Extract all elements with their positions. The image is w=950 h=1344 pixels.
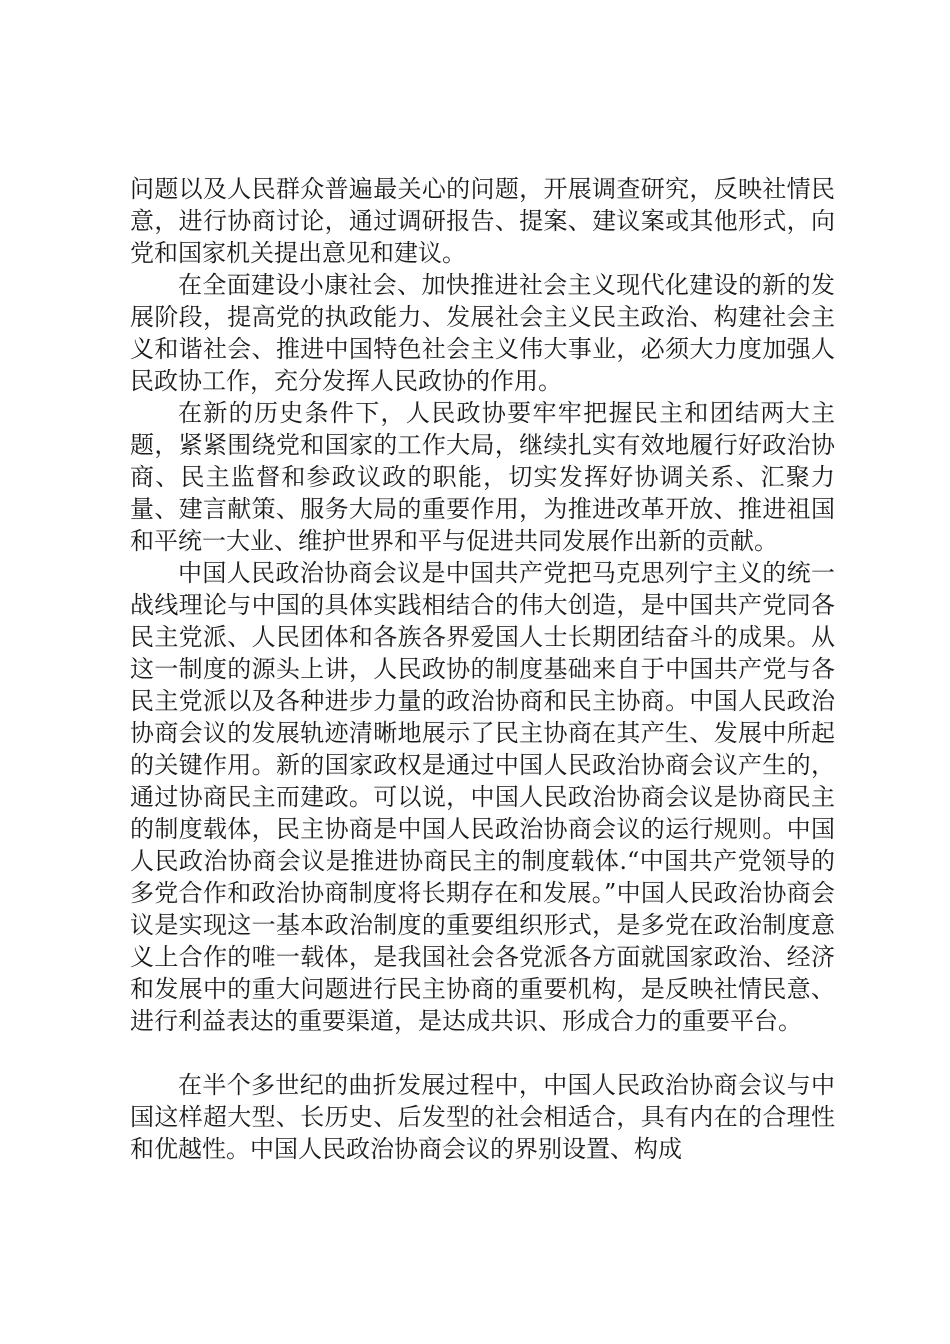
paragraph-3: 在新的历史条件下，人民政协要牢牢把握民主和团结两大主题，紧紧围绕党和国家的工作大局，继续扎实有效地履行好政治协商、民主监督和参政议政的职能，切实发挥好协调关系、汇聚力量、建言献策、服务大局的重要作用，为推进改革开放、推进祖国和平统一大业、维护世界和平与促进共同发展作出新的贡献。 [130,399,835,555]
paragraph-2: 在全面建设小康社会、加快推进社会主义现代化建设的新的发展阶段，提高党的执政能力、发展社会主义民主政治、构建社会主义和谐社会、推进中国特色社会主义伟大事业，必须大力度加强人民政协工作，充分发挥人民政协的作用。 [130,271,835,395]
paragraph-5: 在半个多世纪的曲折发展过程中，中国人民政治协商会议与中国这样超大型、长历史、后发型的社会相适合，具有内在的合理性和优越性。中国人民政治协商会议的界别设置、构成 [130,1071,835,1163]
paragraph-1: 问题以及人民群众普遍最关心的问题，开展调查研究，反映社情民意，进行协商讨论，通过调研报告、提案、建议案或其他形式，向党和国家机关提出意见和建议。 [130,175,835,267]
paragraph-4: 中国人民政治协商会议是中国共产党把马克思列宁主义的统一战线理论与中国的具体实践相结合的伟大创造，是中国共产党同各民主党派、人民团体和各族各界爱国人士长期团结奋斗的成果。从这一制度的源头上讲，人民政协的制度基础来自于中国共产党与各民主党派以及各种进步力量的政治协商和民主协商。中国人民政治协商会议的发展轨迹清晰地展示了民主协商在其产生、发展中所起的关键作用。新的国家政权是通过中国人民政治协商会议产生的，通过协商民主而建政。可以说，中国人民政治协商会议是协商民主的制度载体，民主协商是中国人民政治协商会议的运行规则。中国人民政治协商会议是推进协商民主的制度载体.“中国共产党领导的多党合作和政治协商制度将长期存在和发展。”中国人民政治协商会议是实现这一基本政治制度的重要组织形式，是多党在政治制度意义上合作的唯一载体，是我国社会各党派各方面就国家政治、经济和发展中的重大问题进行民主协商的重要机构，是反映社情民意、进行利益表达的重要渠道，是达成共识、形成合力的重要平台。 [130,559,835,1035]
document-body [130,173,835,1165]
